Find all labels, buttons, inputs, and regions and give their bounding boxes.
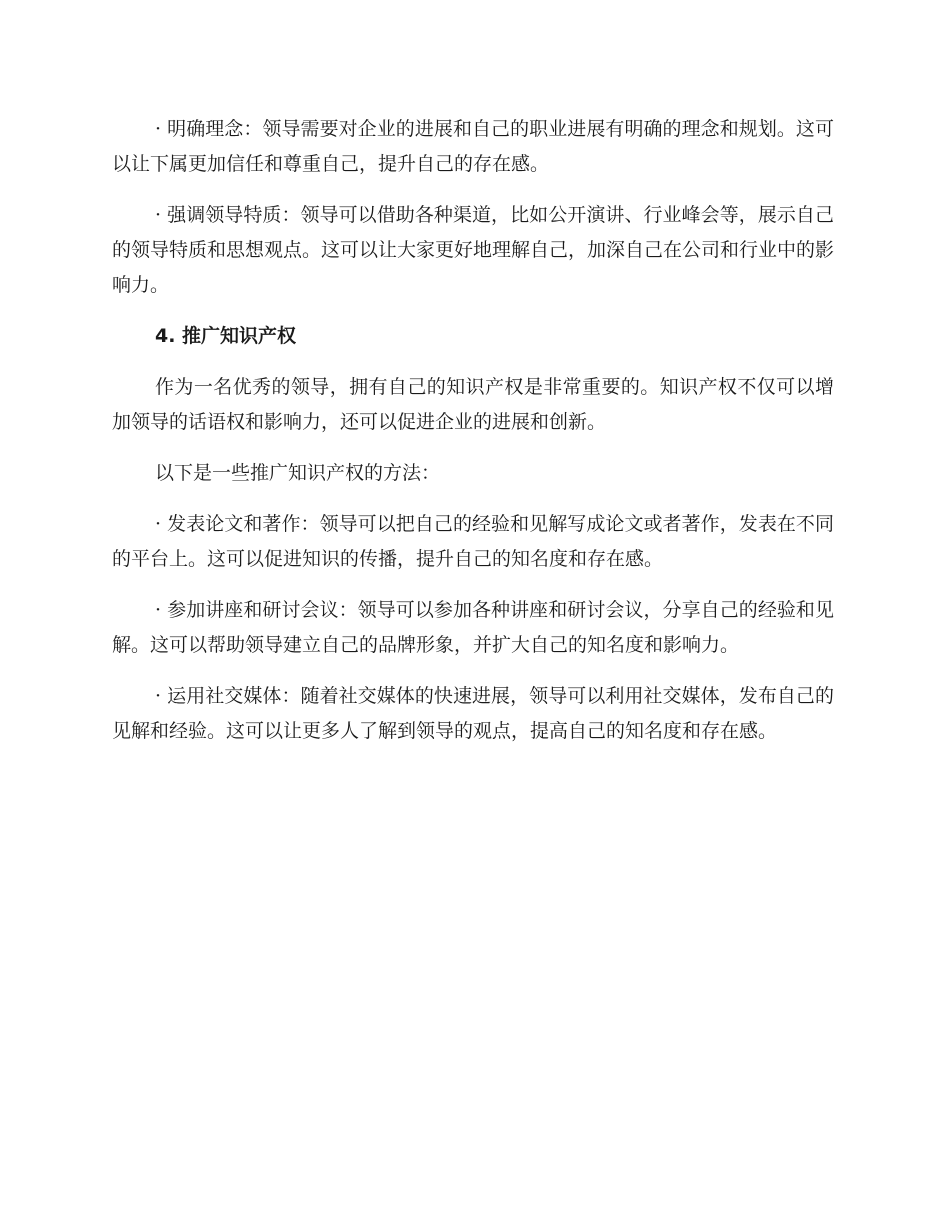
paragraph-social-media: · 运用社交媒体：随着社交媒体的快速进展，领导可以利用社交媒体，发布自己的见解和经验。这可以让更多人了解到领导的观点，提高自己的知名度和存在感。 (112, 685, 834, 742)
paragraph-ip-intro: 作为一名优秀的领导，拥有自己的知识产权是非常重要的。知识产权不仅可以增加领导的话语权和影响力，还可以促进企业的进展和创新。 (112, 376, 834, 433)
document-body (112, 112, 834, 765)
paragraph-methods-lead: 以下是一些推广知识产权的方法： (155, 462, 441, 484)
section-heading-ip: 4. 推广知识产权 (155, 325, 297, 347)
paragraph-leadership-traits: · 强调领导特质：领导可以借助各种渠道，比如公开演讲、行业峰会等，展示自己的领导特质和思想观点。这可以让大家更好地理解自己，加深自己在公司和行业中的影响力。 (112, 204, 835, 296)
paragraph-clear-philosophy: · 明确理念：领导需要对企业的进展和自己的职业进展有明确的理念和规划。这可以让下属更加信任和尊重自己，提升自己的存在感。 (112, 118, 834, 175)
paragraph-publish-papers: · 发表论文和著作：领导可以把自己的经验和见解写成论文或者著作，发表在不同的平台上。这可以促进知识的传播，提升自己的知名度和存在感。 (112, 513, 834, 570)
paragraph-lectures-seminars: · 参加讲座和研讨会议：领导可以参加各种讲座和研讨会议，分享自己的经验和见解。这可以帮助领导建立自己的品牌形象，并扩大自己的知名度和影响力。 (112, 599, 834, 656)
